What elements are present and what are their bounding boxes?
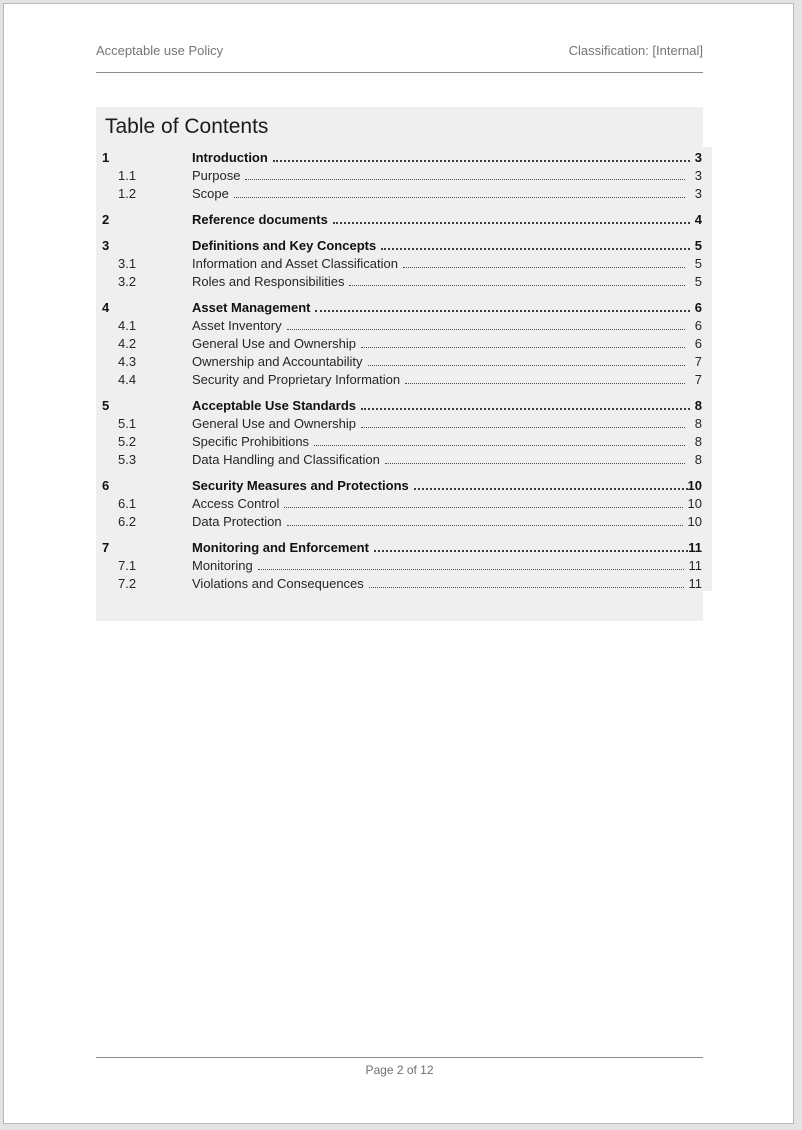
dot-leader	[258, 569, 684, 570]
toc-entry-number: 5.3	[118, 452, 137, 467]
toc-entry-page: 10	[687, 478, 702, 493]
toc-entry-label: Access Control	[192, 496, 280, 511]
toc-entry-number: 6.1	[118, 496, 137, 511]
toc-entry-label: Scope	[192, 186, 229, 201]
dot-leader	[361, 408, 690, 410]
toc-entry-number: 1	[102, 150, 110, 165]
toc-entry[interactable]	[102, 235, 702, 253]
toc-entry-page: 6	[694, 336, 702, 351]
toc-entry-label: Ownership and Accountability	[192, 354, 363, 369]
dot-leader	[315, 310, 690, 312]
toc-entry-label: Specific Prohibitions	[192, 434, 310, 449]
dot-leader	[369, 587, 684, 588]
toc-entry-label: Reference documents	[192, 212, 328, 227]
toc-entry-page: 6	[694, 318, 702, 333]
toc-entry[interactable]	[102, 369, 702, 387]
dot-leader	[234, 197, 685, 198]
toc-entry-page: 11	[688, 540, 702, 555]
toc-entry-label: Asset Inventory	[192, 318, 282, 333]
toc-entry[interactable]	[102, 493, 702, 511]
dot-leader	[361, 427, 685, 428]
toc-entry-page: 10	[687, 496, 702, 511]
toc-entry-number: 6	[102, 478, 110, 493]
toc-entry-number: 4.4	[118, 372, 137, 387]
dot-leader	[414, 488, 688, 490]
toc-entry-number: 7	[102, 540, 110, 555]
toc-entry[interactable]	[102, 297, 702, 315]
toc-entries	[102, 147, 712, 591]
toc-entry-number: 7.2	[118, 576, 137, 591]
toc-entry[interactable]	[102, 395, 702, 413]
toc-entry[interactable]	[102, 413, 702, 431]
dot-leader	[287, 525, 683, 526]
table-of-contents	[96, 107, 703, 621]
toc-entry-number: 2	[102, 212, 110, 227]
dot-leader	[361, 347, 685, 348]
toc-entry-page: 8	[694, 398, 702, 413]
toc-entry[interactable]	[102, 147, 702, 165]
toc-entry-number: 1.1	[118, 168, 137, 183]
toc-entry[interactable]	[102, 183, 702, 201]
toc-entry-label: Violations and Consequences	[192, 576, 364, 591]
toc-entry-number: 4.2	[118, 336, 137, 351]
toc-entry[interactable]	[102, 511, 702, 529]
dot-leader	[381, 248, 690, 250]
toc-entry[interactable]	[102, 333, 702, 351]
toc-entry-number: 3	[102, 238, 110, 253]
dot-leader	[405, 383, 685, 384]
dot-leader	[245, 179, 685, 180]
toc-entry-label: Introduction	[192, 150, 268, 165]
toc-entry-number: 5.1	[118, 416, 137, 431]
dot-leader	[333, 222, 690, 224]
toc-entry-page: 7	[694, 354, 702, 369]
toc-entry-number: 1.2	[118, 186, 137, 201]
toc-entry[interactable]	[102, 271, 702, 289]
toc-entry[interactable]	[102, 209, 702, 227]
header-rule	[96, 72, 703, 73]
toc-entry-page: 8	[694, 434, 702, 449]
header-doc-title: Acceptable use Policy	[96, 43, 224, 58]
toc-entry-number: 7.1	[118, 558, 137, 573]
toc-entry-page: 11	[688, 558, 702, 573]
toc-entry-label: General Use and Ownership	[192, 416, 357, 431]
document-page	[3, 3, 794, 1124]
header-classification: Classification: [Internal]	[568, 43, 703, 58]
toc-entry-number: 3.1	[118, 256, 137, 271]
toc-entry-label: Definitions and Key Concepts	[192, 238, 377, 253]
toc-entry-page: 6	[694, 300, 702, 315]
dot-leader	[284, 507, 682, 508]
toc-entry-page: 10	[687, 514, 702, 529]
toc-entry-number: 3.2	[118, 274, 137, 289]
toc-entry[interactable]	[102, 253, 702, 271]
toc-entry-page: 3	[694, 168, 702, 183]
toc-entry-page: 8	[694, 416, 702, 431]
toc-entry-number: 5	[102, 398, 110, 413]
toc-entry-label: Purpose	[192, 168, 241, 183]
toc-entry-label: Roles and Responsibilities	[192, 274, 345, 289]
toc-title: Table of Contents	[105, 115, 269, 138]
toc-entry-label: Acceptable Use Standards	[192, 398, 357, 413]
toc-entry-page: 3	[694, 150, 702, 165]
dot-leader	[273, 160, 690, 162]
page-header	[96, 43, 703, 73]
toc-entry-label: Asset Management	[192, 300, 311, 315]
dot-leader	[287, 329, 685, 330]
toc-entry-label: Security Measures and Protections	[192, 478, 409, 493]
page-footer	[96, 1057, 703, 1077]
toc-entry[interactable]	[102, 449, 702, 467]
toc-entry-label: General Use and Ownership	[192, 336, 357, 351]
toc-entry[interactable]	[102, 431, 702, 449]
dot-leader	[349, 285, 685, 286]
toc-entry-page: 5	[694, 256, 702, 271]
toc-entry-page: 3	[694, 186, 702, 201]
toc-entry-number: 4.1	[118, 318, 137, 333]
toc-entry-page: 8	[694, 452, 702, 467]
toc-entry-page: 5	[694, 238, 702, 253]
toc-entry-label: Data Protection	[192, 514, 282, 529]
dot-leader	[385, 463, 685, 464]
toc-entry-number: 4.3	[118, 354, 137, 369]
dot-leader	[403, 267, 685, 268]
toc-entry-label: Data Handling and Classification	[192, 452, 380, 467]
toc-entry[interactable]	[102, 165, 702, 183]
toc-entry-number: 6.2	[118, 514, 137, 529]
page-number: Page 2 of 12	[365, 1063, 434, 1077]
toc-entry[interactable]	[102, 537, 702, 555]
toc-entry-number: 5.2	[118, 434, 137, 449]
toc-entry[interactable]	[102, 573, 702, 591]
dot-leader	[314, 445, 685, 446]
dot-leader	[368, 365, 685, 366]
toc-entry-label: Security and Proprietary Information	[192, 372, 401, 387]
toc-entry-label: Information and Asset Classification	[192, 256, 398, 271]
toc-entry-number: 4	[102, 300, 110, 315]
toc-entry-label: Monitoring	[192, 558, 253, 573]
toc-entry[interactable]	[102, 475, 702, 493]
toc-entry-page: 5	[694, 274, 702, 289]
toc-entry-label: Monitoring and Enforcement	[192, 540, 369, 555]
toc-entry[interactable]	[102, 351, 702, 369]
toc-entry[interactable]	[102, 555, 702, 573]
toc-entry-page: 4	[694, 212, 702, 227]
toc-entry-page: 7	[694, 372, 702, 387]
toc-entry[interactable]	[102, 315, 702, 333]
toc-entry-page: 11	[688, 576, 702, 591]
dot-leader	[374, 550, 688, 552]
